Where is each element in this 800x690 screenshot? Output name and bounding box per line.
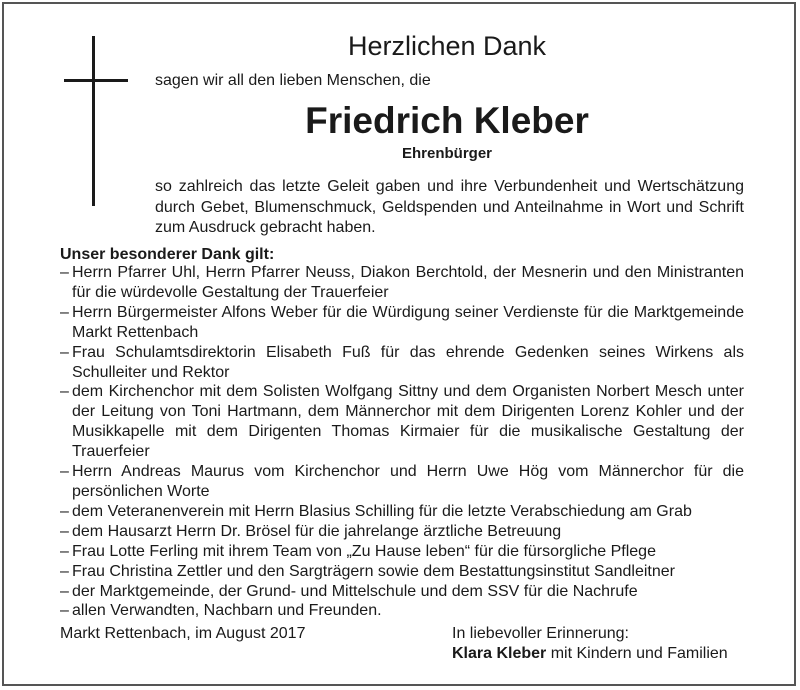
heading: Herzlichen Dank	[347, 31, 547, 61]
dash-bullet: –	[60, 303, 69, 321]
deceased-name: Friedrich Kleber	[305, 100, 589, 141]
memory-line: In liebevoller Erinnerung:	[452, 625, 629, 642]
signers	[452, 644, 728, 664]
thanks-item-text: dem Veteranenverein mit Herrn Blasius Schilling für die letzte Verabschiedung am Grab	[72, 502, 692, 520]
thanks-item	[60, 522, 744, 542]
dash-bullet: –	[60, 463, 69, 481]
deceased-title: Ehrenbürger	[401, 145, 492, 162]
thanks-item-text: Herrn Andreas Maurus vom Kirchenchor und Herrn Uwe Hög vom Männerchor für die persönlichen Worte	[72, 463, 744, 500]
thanks-item	[60, 502, 744, 522]
thanks-item-text: Herrn Bürgermeister Alfons Weber für die Würdigung seiner Verdienste für die Marktgemeinde Markt Rettenbach	[72, 303, 744, 341]
thanks-item	[60, 303, 744, 343]
thanks-item	[60, 462, 744, 502]
signer-name: Klara Kleber	[452, 645, 547, 662]
intro-line: sagen wir all den lieben Menschen, die	[155, 72, 431, 89]
thanks-item-text: der Marktgemeinde, der Grund- und Mittelschule und dem SSV für die Nachrufe	[72, 582, 638, 600]
dash-bullet: –	[60, 602, 69, 620]
thanks-item	[60, 263, 744, 303]
thanks-item-text: Frau Schulamtsdirektorin Elisabeth Fuß für das ehrende Gedenken seines Wirkens als Schulleiter und Rektor	[72, 343, 744, 381]
thanks-item-text: Frau Lotte Ferling mit ihrem Team von „Zu Hause leben“ für die fürsorgliche Pflege	[72, 542, 656, 560]
thanks-item-text: Herrn Pfarrer Uhl, Herrn Pfarrer Neuss, Diakon Berchtold, der Mesnerin und den Ministranten für die würdevolle Gestaltung der Trauerfeier	[72, 264, 744, 301]
thanks-item	[60, 601, 744, 621]
dash-bullet: –	[60, 264, 69, 281]
thanks-item	[60, 343, 744, 383]
dash-bullet: –	[60, 522, 69, 540]
dash-bullet: –	[60, 343, 69, 361]
signer-rest: mit Kindern und Familien	[546, 645, 728, 662]
body-paragraph: so zahlreich das letzte Geleit gaben und ihre Verbundenheit und Wertschätzung durch Gebet, Blumenschmuck, Geldspenden und Anteilnahme in Wort und Schrift zum Ausdruck gebracht haben.	[155, 178, 744, 236]
dash-bullet: –	[60, 542, 69, 560]
thanks-item-text: Frau Christina Zettler und den Sargträgern sowie dem Bestattungsinstitut Sandleitner	[72, 562, 675, 580]
thanks-item	[60, 542, 744, 562]
dash-bullet: –	[60, 502, 69, 520]
thanks-item-text: dem Kirchenchor mit dem Solisten Wolfgang Sittny und dem Organisten Norbert Mesch unter der Leitung von Toni Hartmann, dem Männerchor mit dem Dirigenten Lorenz Kohler und der Musikkapelle mit dem Dirigenten Thomas Kirmaier für die musikalische Gestaltung der Trauerfeier	[72, 383, 744, 461]
thanks-item	[60, 562, 744, 582]
cross-icon	[92, 36, 95, 206]
place-date: Markt Rettenbach, im August 2017	[60, 625, 306, 642]
thanks-item	[60, 582, 744, 602]
thanks-item-text: dem Hausarzt Herrn Dr. Brösel für die jahrelange ärztliche Betreuung	[72, 522, 562, 540]
dash-bullet: –	[60, 562, 69, 580]
thanks-item	[60, 382, 744, 462]
dash-bullet: –	[60, 383, 69, 401]
dash-bullet: –	[60, 582, 69, 600]
thanks-item-text: allen Verwandten, Nachbarn und Freunden.	[72, 602, 382, 620]
cross-icon-bar	[64, 79, 128, 82]
thanks-title: Unser besonderer Dank gilt:	[60, 246, 275, 263]
thanks-list	[60, 263, 744, 621]
